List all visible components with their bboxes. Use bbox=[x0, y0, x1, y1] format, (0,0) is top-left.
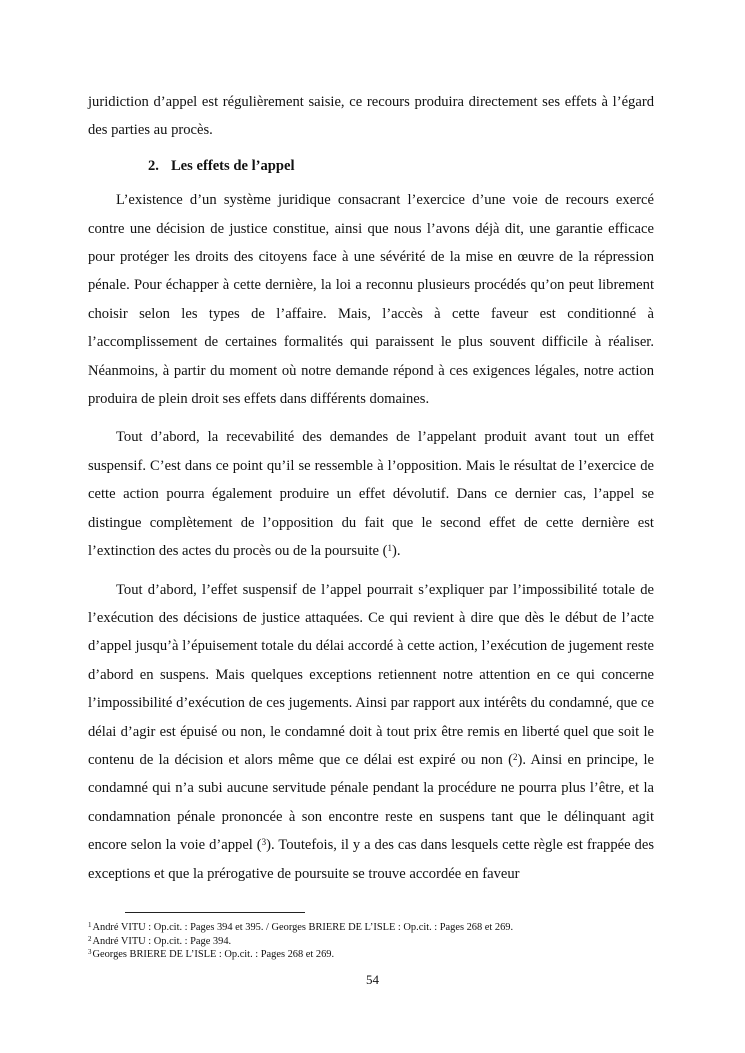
section-title: Les effets de l’appel bbox=[170, 157, 295, 174]
footnote-text: André VITU : Op.cit. : Page 394. bbox=[92, 935, 232, 947]
footnote-2 bbox=[88, 935, 688, 949]
footnote-3 bbox=[88, 948, 688, 962]
paragraph-3 bbox=[88, 576, 654, 888]
footnote-1 bbox=[88, 921, 688, 935]
footnote-ref-2: 2 bbox=[513, 751, 518, 762]
paragraph-3-part-1: Tout d’abord, l’effet suspensif de l’appel pourrait s’expliquer par l’impossibilité totale de l’exécution des décisions de justice attaquées. Ce qui revient à dire que dès le début de l’acte d’appel jusqu’à l’épuisement totale du délai accordé à cette action, l’exécution de jugement reste d’abord en suspens. Mais quelques exceptions retiennent notre attention en ce qui concerne l’impossibilité d’exécution de ces jugements. Ainsi par rapport aux intérêts du condamné, que ce délai d’agir est épuisé ou non, le condamné doit à tout prix être remis en liberté quel que soit le contenu de la décision et alors même que ce délai est expiré ou non ( bbox=[88, 581, 654, 768]
footnote-text: Georges BRIERE DE L’ISLE : Op.cit. : Pages 268 et 269. bbox=[92, 949, 335, 961]
paragraph-3-part-3: ). Toutefois, il y a des cas dans lesquels cette règle est frappée des exceptions et que la prérogative de poursuite se trouve accordée en faveur bbox=[88, 837, 654, 882]
footnotes bbox=[88, 921, 688, 962]
paragraph-2-end: ). bbox=[392, 543, 401, 560]
footnote-mark: 3 bbox=[88, 948, 92, 957]
paragraph-3-part-2: ). Ainsi en principe, le condamné qui n’a subi aucune servitude pénale pendant la procédure ne pourra plus l’être, et la condamnation pénale prononcée à son encontre reste en suspens tant que le délinquant agit encore selon la voie d’appel ( bbox=[88, 751, 654, 854]
body-text bbox=[88, 88, 654, 888]
page-number: 54 bbox=[366, 972, 379, 987]
intro-paragraph: juridiction d’appel est régulièrement saisie, ce recours produira directement ses effets à l’égard des parties au procès. bbox=[88, 94, 654, 139]
footnote-divider bbox=[125, 912, 305, 913]
footnote-mark: 1 bbox=[88, 921, 92, 929]
footnote-ref-3: 3 bbox=[261, 837, 267, 848]
footnote-text: André VITU : Op.cit. : Pages 394 et 395. / Georges BRIERE DE L’ISLE : Op.cit. : Pages 268 et 269. bbox=[92, 922, 514, 933]
footnote-mark: 2 bbox=[88, 934, 92, 943]
section-number: 2. bbox=[148, 157, 159, 174]
paragraph-2-text: Tout d’abord, la recevabilité des demandes de l’appelant produit avant tout un effet suspensif. C’est dans ce point qu’il se ressemble à l’opposition. Mais le résultat de l’exercice de cette action pourra également produire un effet dévolutif. Dans ce dernier cas, l’appel se distingue complètement de l’opposition du fait que le second effet de cette dernière est l’extinction des actes du procès ou de la poursuite ( bbox=[88, 429, 654, 560]
paragraph-1: L’existence d’un système juridique consacrant l’exercice d’une voie de recours exercé contre une décision de justice constitue, ainsi que nous l’avons déjà dit, une garantie efficace pour protéger les droits des citoyens face à une sévérité de la mise en œuvre de la répression pénale. Pour échapper à cette dernière, la loi a reconnu plusieurs procédés qu’on peut librement choisir selon les types de l’affaire. Mais, l’accès à cette faveur est conditionné à l’accomplissement de certaines formalités qui paraissent le plus souvent difficile à réaliser. Néanmoins, à partir du moment où notre demande répond à ces exigences légales, notre action produira de plein droit ses effets dans différents domaines. bbox=[88, 192, 654, 408]
paragraph-2 bbox=[88, 423, 654, 565]
footnote-ref-1: 1 bbox=[387, 543, 392, 554]
section-heading bbox=[88, 152, 654, 180]
